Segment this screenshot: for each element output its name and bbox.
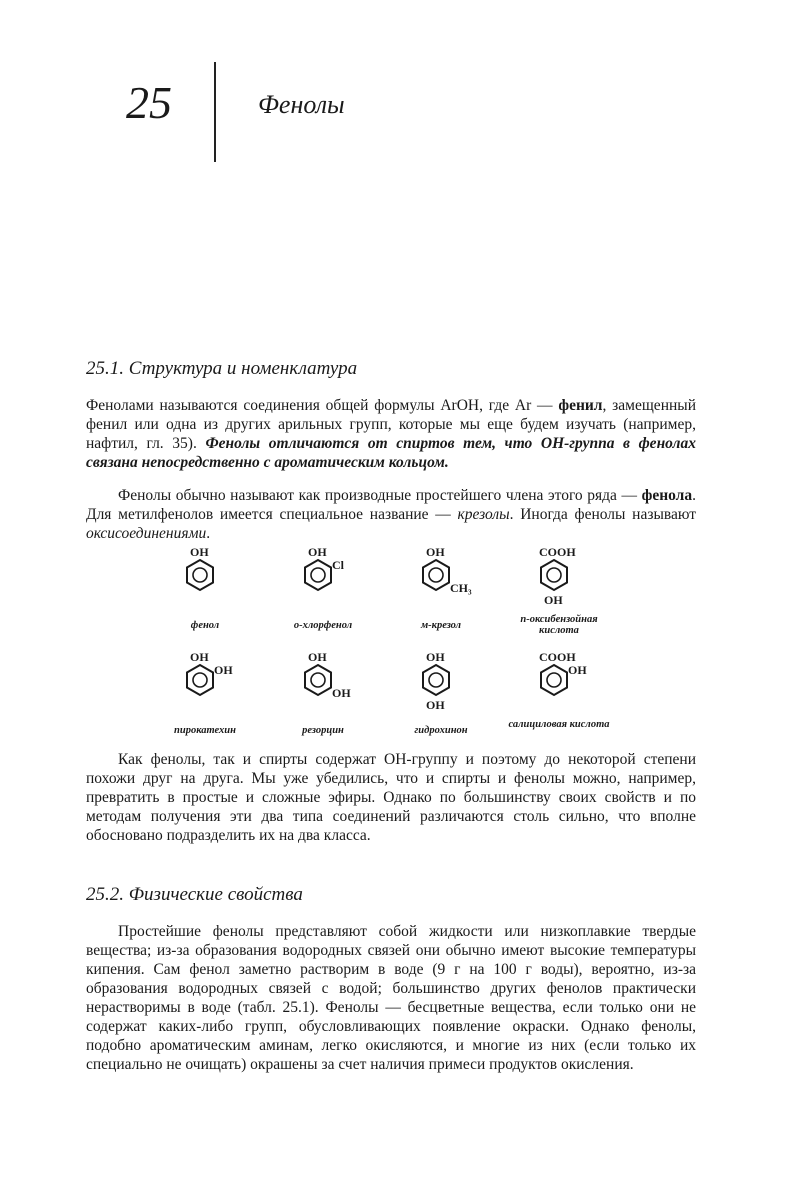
text-span: , замещенный фенил или одна из других арильных групп, которые мы еще будем изучать (например, нафтил, гл. 35). <box>86 397 696 452</box>
structural-formulas <box>150 546 650 741</box>
compound-name: резорцин <box>302 725 344 736</box>
compound-name: салициловая кислота <box>508 719 610 730</box>
substituent-label: OH <box>426 545 445 559</box>
term-phenol: фенола <box>641 487 693 504</box>
compound-name: м-крезол <box>420 620 462 631</box>
paragraph-definition <box>86 396 696 472</box>
text-span: . Иногда фенолы называют <box>509 506 697 523</box>
term-phenyl: фенил <box>558 397 603 414</box>
compound-salicylic-acid <box>504 651 614 741</box>
compound-name: n-оксибензойная кислота <box>520 614 598 636</box>
compound-phenol <box>150 546 260 636</box>
substituent-label: OH <box>214 663 233 677</box>
paragraph-comparison: Как фенолы, так и спирты содержат ОН-группу и поэтому до некоторой степени похожи друг на друга. Мы уже убедились, что и спирты и фенолы можно, например, превратить в простые и сложные эфиры. Однако по большинству своих свойств и по методам получения эти два типа соединений различаются столь сильно, что вполне обосновано подразделить их на два класса. <box>86 751 696 844</box>
substituent-label: OH <box>190 650 209 664</box>
chapter-number: 25 <box>126 77 172 128</box>
compound-name: о-хлорфенол <box>293 620 353 631</box>
section-heading-physical-properties: 25.2. Физические свойства <box>86 884 303 905</box>
text-span: . Для метилфенолов имеется специальное название — <box>86 487 696 523</box>
compound-hydroquinone <box>386 651 496 741</box>
compound-o-chlorophenol <box>268 546 378 636</box>
term-oxy-compounds: оксисоединениями <box>86 525 207 542</box>
substituent-label: COOH <box>539 650 576 664</box>
term-cresols: крезолы <box>457 506 510 523</box>
compound-p-hydroxybenzoic-acid <box>504 546 614 636</box>
section-heading-structure: 25.1. Структура и номенклатура <box>86 358 358 379</box>
compound-resorcinol <box>268 651 378 741</box>
substituent-label: CH₃ <box>450 581 472 595</box>
paragraph-nomenclature <box>86 486 696 543</box>
text-span: Фенолы обычно называют как производные простейшего члена этого ряда — <box>118 487 642 504</box>
compound-name: пирокатехин <box>174 725 236 736</box>
substituent-label: OH <box>332 686 351 700</box>
substituent-label: OH <box>308 650 327 664</box>
substituent-label: OH <box>426 698 445 712</box>
substituent-label: Cl <box>332 558 344 572</box>
text-span: . <box>206 525 211 542</box>
compound-name: фенол <box>190 620 220 631</box>
substituent-label: OH <box>190 545 209 559</box>
substituent-label: OH <box>568 663 587 677</box>
chapter-title: Фенолы <box>258 90 345 119</box>
paragraph-physical-properties: Простейшие фенолы представляют собой жидкости или низкоплавкие твердые вещества; из-за образования водородных связей они обычно имеют высокие температуры кипения. Сам фенол заметно растворим в воде (9 г на 100 г воды), вероятно, из-за образования водородных связей с водой; большинство других фенолов практически нерастворимы в воде (табл. 25.1). Фенолы — бесцветные вещества, если только они не содержат каких-либо групп, обусловливающих появление окраски. Однако фенолы, подобно ароматическим аминам, легко окисляются, и многие из них (если только их специально не очищать) окрашены за счет наличия примеси продуктов окисления. <box>86 923 696 1073</box>
substituent-label: OH <box>426 650 445 664</box>
chapter-divider <box>214 62 216 162</box>
substituent-label: OH <box>308 545 327 559</box>
text-span: Фенолами называются соединения общей формулы ArOH, где Ar — <box>86 397 559 414</box>
emphasis-definition: Фенолы отличаются от спиртов тем, что ОН-группа в фенолах связана непосредственно с ароматическим кольцом. <box>86 435 696 471</box>
compound-m-cresol <box>386 546 496 636</box>
compound-pyrocatechol <box>150 651 260 741</box>
substituent-label: COOH <box>539 545 576 559</box>
substituent-label: OH <box>544 593 563 607</box>
compound-name: гидрохинон <box>414 725 468 736</box>
